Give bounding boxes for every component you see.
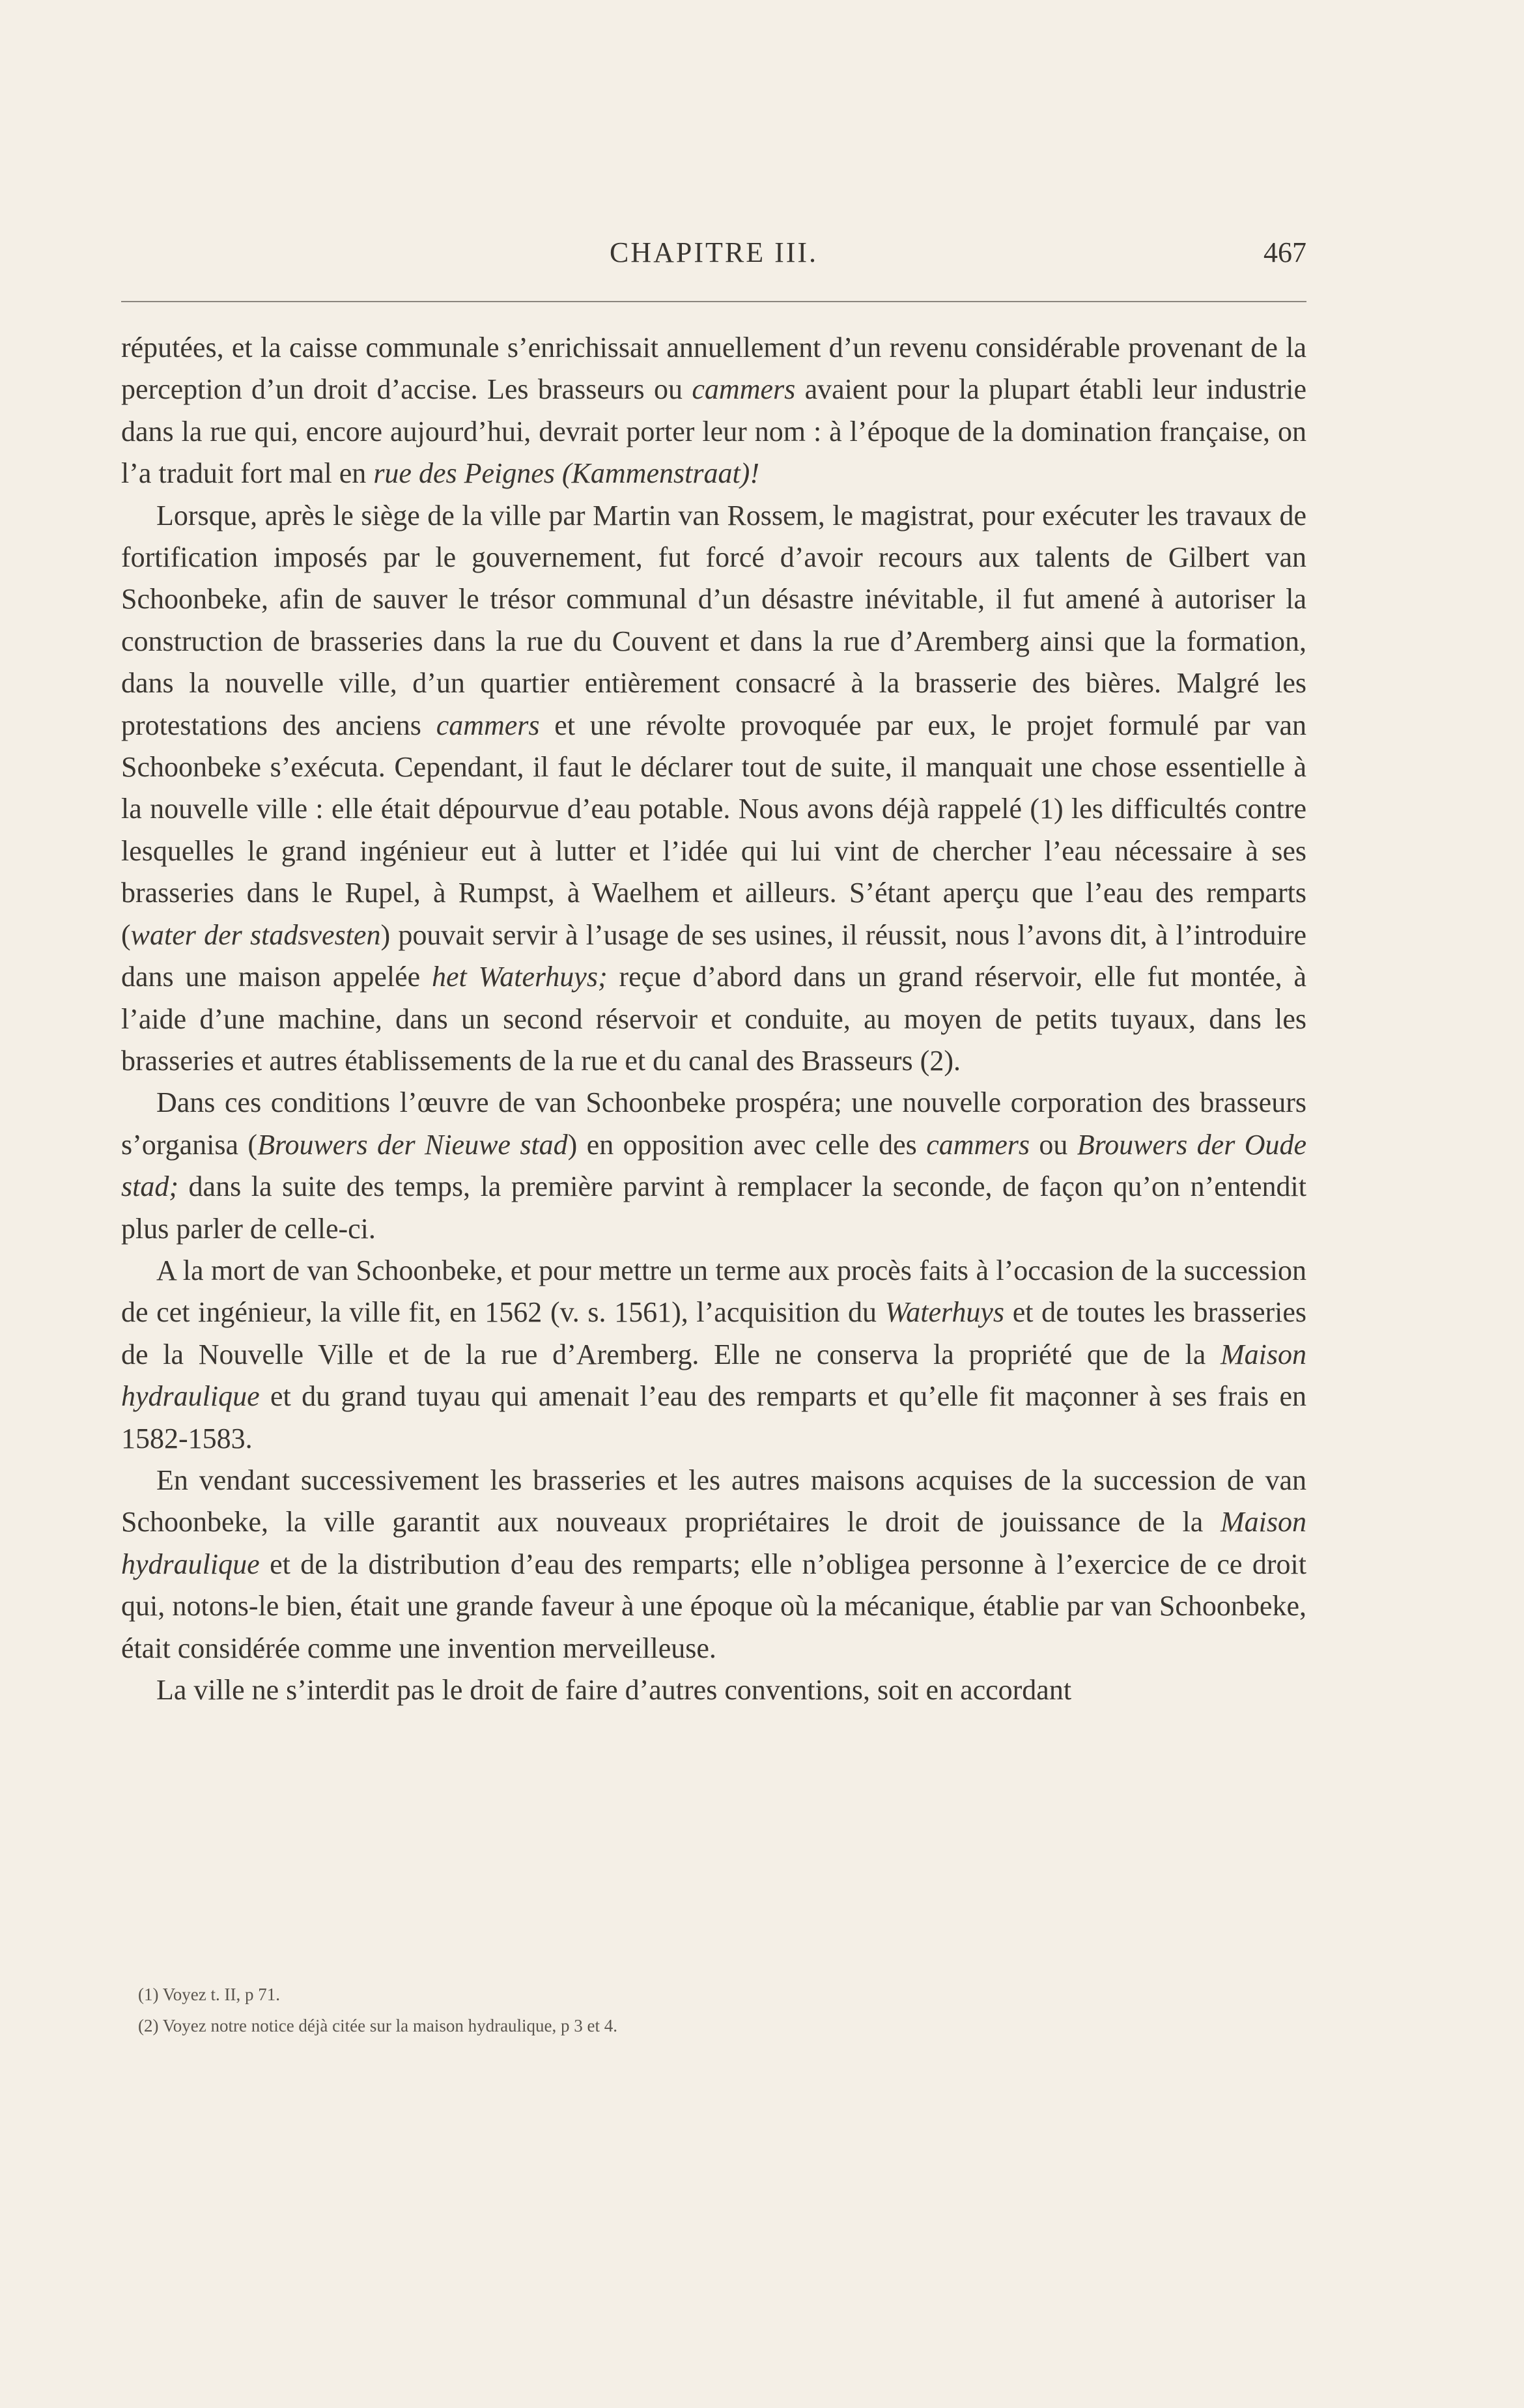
text-run: et du grand tuyau qui amenait l’eau des remparts et qu’elle fit maçonner à ses frais en 1582-1583. xyxy=(121,1380,1306,1454)
italic-text: rue des Peignes (Kammenstraat)! xyxy=(373,457,759,490)
paragraph xyxy=(121,1669,1306,1711)
italic-text: cammers xyxy=(436,709,540,741)
paragraph xyxy=(121,495,1306,1083)
italic-text: water der stadsvesten xyxy=(130,918,381,951)
text-run: En vendant successivement les brasseries et les autres maisons acquises de la succession de van Schoonbeke, la ville garantit aux nouveaux propriétaires le droit de jouissance de la xyxy=(121,1464,1306,1538)
text-run: Dans ces conditions l’œuvre de van Schoonbeke prospéra; une nouvelle corporation des brasseurs s’organisa ( xyxy=(121,1086,1306,1161)
text-run: La ville ne s’interdit pas le droit de faire d’autres conventions, soit en accordant xyxy=(156,1674,1072,1706)
chapter-title: CHAPITRE III. xyxy=(609,236,819,268)
footnote-1: (1) Voyez t. II, p 71. xyxy=(138,1985,280,2004)
text-run: A la mort de van Schoonbeke, et pour mettre un terme aux procès faits à l’occasion de la succession de cet ingénieur, la ville fit, en 1562 (v. s. 1561), l’acquisition du xyxy=(121,1254,1306,1329)
page-number: 467 xyxy=(1263,236,1306,268)
header-rule xyxy=(121,301,1306,302)
italic-text: cammers xyxy=(692,373,796,406)
text-run: dans la suite des temps, la première parvint à remplacer la seconde, de façon qu’on n’entendit plus parler de celle-ci. xyxy=(121,1170,1306,1245)
text-run: ou xyxy=(1030,1128,1077,1161)
text-run: reçue d’abord dans un grand réservoir, elle fut montée, à l’aide d’une machine, dans un second réservoir et conduite, au moyen de petits tuyaux, dans les brasseries et autres établissements de la rue et du canal des Brasseurs (2). xyxy=(121,961,1307,1077)
text-run: ) en opposition avec celle des xyxy=(567,1128,927,1161)
paragraph xyxy=(121,1250,1306,1460)
italic-text: het Waterhuys; xyxy=(432,961,608,993)
text-run: et de toutes les brasseries de la Nouvelle Ville et de la rue d’Aremberg. Elle ne conserva la propriété que de la xyxy=(121,1296,1307,1370)
running-header xyxy=(121,236,1306,288)
paragraph xyxy=(121,327,1306,495)
text-run: et de la distribution d’eau des remparts; elle n’obligea personne à l’exercice de ce droit qui, notons-le bien, était une grande faveur à une époque où la mécanique, établie par van Schoonbeke, était considérée comme une invention merveilleuse. xyxy=(121,1548,1306,1664)
paragraph xyxy=(121,1082,1306,1250)
text-run: Lorsque, après le siège de la ville par Martin van Rossem, le magistrat, pour exécuter les travaux de fortification imposés par le gouvernement, fut forcé d’avoir recours aux talents de Gilbert van Schoonbeke, afin de sauver le trésor communal d’un désastre inévitable, il fut amené à autoriser la construction de brasseries dans la rue du Couvent et dans la rue d’Aremberg ainsi que la formation, dans la nouvelle ville, d’un quartier entièrement consacré à la brasserie des bières. Malgré les protestations des anciens xyxy=(121,499,1306,741)
italic-text: Brouwers der Oude stad; xyxy=(121,1128,1306,1203)
italic-text: Maison hydraulique xyxy=(121,1506,1306,1580)
italic-text: Brouwers der Nieuwe stad xyxy=(257,1128,568,1161)
paragraph xyxy=(121,1460,1306,1669)
text-run: réputées, et la caisse communale s’enrichissait annuellement d’un revenu considérable provenant de la perception d’un droit d’accise. Les brasseurs ou xyxy=(121,332,1306,406)
text-run: ) pouvait servir à l’usage de ses usines, il réussit, nous l’avons dit, à l’introduire dans une maison appelée xyxy=(121,918,1306,993)
body-text xyxy=(121,327,1306,1711)
italic-text: Maison hydraulique xyxy=(121,1338,1306,1413)
text-run: avaient pour la plupart établi leur industrie dans la rue qui, encore aujourd’hui, devrait porter leur nom : à l’époque de la domination française, on l’a traduit fort mal en xyxy=(121,373,1306,490)
footnotes xyxy=(138,1979,1297,2041)
footnote-2: (2) Voyez notre notice déjà citée sur la maison hydraulique, p 3 et 4. xyxy=(138,2016,618,2035)
italic-text: cammers xyxy=(926,1128,1030,1161)
italic-text: Waterhuys xyxy=(884,1296,1005,1329)
text-run: et une révolte provoquée par eux, le projet formulé par van Schoonbeke s’exécuta. Cependant, il faut le déclarer tout de suite, il manquait une chose essentielle à la nouvelle ville : elle était dépourvue d’eau potable. Nous avons déjà rappelé (1) les difficultés contre lesquelles le grand ingénieur eut à lutter et l’idée qui lui vint de chercher l’eau nécessaire à ses brasseries dans le Rupel, à Rumpst, à Waelhem et ailleurs. S’étant aperçu que l’eau des remparts ( xyxy=(121,709,1306,951)
